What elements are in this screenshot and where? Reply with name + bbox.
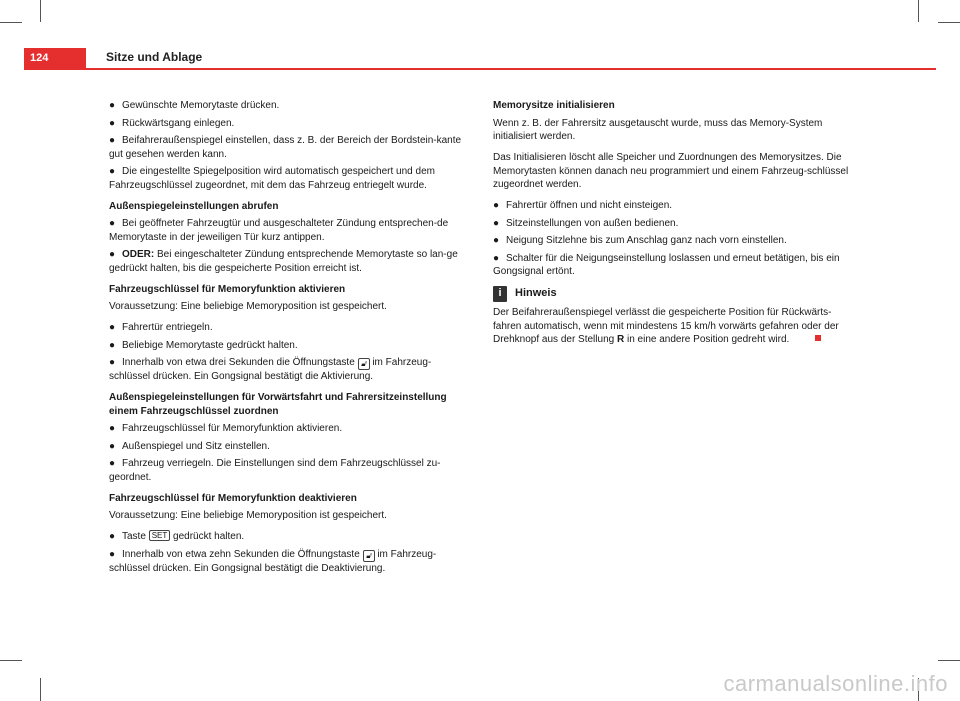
bullet: ●: [109, 440, 116, 452]
list-item: ● ODER: Bei eingeschalteter Zündung entsprechende Memorytaste so lan-ge gedrückt halten, bis die gespeicherte Position erreicht ist.: [109, 249, 458, 274]
bullet: ●: [493, 235, 500, 246]
left-column: [109, 99, 463, 583]
bullet: ●: [493, 252, 500, 264]
bullet: ●: [109, 458, 116, 469]
list-item: ● Außenspiegel und Sitz einstellen.: [109, 440, 270, 452]
bullet: ●: [109, 117, 116, 129]
prerequisite-text: Voraussetzung: Eine beliebige Memoryposition ist gespeichert.: [109, 301, 387, 312]
crop-mark: [0, 660, 22, 661]
list-item: ● Die eingestellte Spiegelposition wird automatisch gespeichert und dem Fahrzeugschlüssel zugeordnet, mit dem das Fahrzeug entriegelt wurde.: [109, 166, 435, 191]
list-item: ● Neigung Sitzlehne bis zum Anschlag ganz nach vorn einstellen.: [493, 235, 787, 246]
list-item: ● Beifahreraußenspiegel einstellen, dass z. B. der Bereich der Bordstein-kante gut gesehen werden kann.: [109, 135, 462, 160]
header-rule: [24, 68, 936, 70]
list-item: ● Taste SET gedrückt halten.: [109, 531, 245, 542]
paragraph: Wenn z. B. der Fahrersitz ausgetauscht wurde, muss das Memory-System initialisiert werden.: [493, 117, 823, 142]
bullet: ●: [493, 200, 500, 211]
bullet: ●: [493, 217, 500, 229]
list-item: ● Rückwärtsgang einlegen.: [109, 117, 235, 129]
crop-mark: [918, 0, 919, 22]
crop-mark: [40, 678, 41, 701]
bullet: ●: [109, 531, 116, 542]
list-item: ● Bei geöffneter Fahrzeugtür und ausgeschalteter Zündung entsprechen-de Memorytaste in der jeweiligen Tür kurz antippen.: [109, 218, 449, 243]
section-heading: Memorysitze initialisieren: [493, 100, 615, 111]
list-item: ● Gewünschte Memorytaste drücken.: [109, 100, 280, 111]
note-header: [493, 286, 853, 302]
watermark: carmanualsonline.info: [723, 671, 948, 696]
page-number: 124: [24, 48, 86, 68]
right-column: [493, 99, 853, 354]
bullet: ●: [109, 249, 116, 260]
unlock-key-icon: 🔓︎: [358, 358, 370, 370]
bullet: ●: [109, 100, 116, 111]
unlock-key-icon: 🔓︎: [363, 550, 375, 562]
note-text: Der Beifahreraußenspiegel verlässt die gespeicherte Position für Rückwärts-fahren automatisch, wenn mit mindestens 15 km/h vorwärts gefahren oder der Drehknopf aus der Stellung R in eine andere Position gedreht wird.: [493, 307, 839, 345]
page-title: Sitze und Ablage: [106, 50, 203, 64]
crop-mark: [938, 22, 960, 23]
list-item: ● Fahrertür öffnen und nicht einsteigen.: [493, 200, 673, 211]
paragraph: Das Initialisieren löscht alle Speicher und Zuordnungen des Memorysitzes. Die Memorytasten können danach neu programmiert und einem Fahrzeug-schlüssel zugeordnet werden.: [493, 152, 849, 190]
section-heading: Fahrzeugschlüssel für Memoryfunktion aktivieren: [109, 283, 346, 295]
list-item: ● Fahrzeug verriegeln. Die Einstellungen sind dem Fahrzeugschlüssel zu-geordnet.: [109, 458, 441, 483]
bullet: ●: [109, 166, 116, 177]
set-key-label: SET: [149, 530, 171, 541]
crop-mark: [40, 0, 41, 22]
list-item: ● Beliebige Memorytaste gedrückt halten.: [109, 339, 298, 351]
list-item: ● Innerhalb von etwa zehn Sekunden die Öffnungstaste 🔓︎ im Fahrzeug-schlüssel drücken. Ein Gongsignal bestätigt die Deaktivierung.: [109, 548, 437, 574]
bullet: ●: [109, 423, 116, 434]
list-item: ● Innerhalb von etwa drei Sekunden die Öffnungstaste 🔓︎ im Fahrzeug-schlüssel drücken. Ein Gongsignal bestätigt die Aktivierung.: [109, 357, 432, 382]
bullet: ●: [109, 322, 116, 333]
list-item: ● Fahrertür entriegeln.: [109, 322, 213, 333]
info-icon: i: [493, 286, 507, 302]
section-heading: Fahrzeugschlüssel für Memoryfunktion deaktivieren: [109, 492, 357, 504]
bullet: ●: [109, 339, 116, 351]
list-item: ● Sitzeinstellungen von außen bedienen.: [493, 217, 679, 229]
note-title: Hinweis: [515, 287, 557, 300]
list-item: ● Schalter für die Neigungseinstellung loslassen und erneut betätigen, bis ein Gongsignal ertönt.: [493, 252, 840, 277]
bullet: ●: [109, 357, 116, 368]
bullet: ●: [109, 218, 116, 229]
bullet: ●: [109, 135, 116, 146]
section-heading: Außenspiegeleinstellungen abrufen: [109, 200, 279, 212]
list-item: ● Fahrzeugschlüssel für Memoryfunktion aktivieren.: [109, 423, 343, 434]
prerequisite-text: Voraussetzung: Eine beliebige Memoryposition ist gespeichert.: [109, 510, 387, 521]
bullet: ●: [109, 548, 116, 560]
crop-mark: [938, 660, 960, 661]
section-end-icon: [815, 335, 821, 341]
section-heading: Außenspiegeleinstellungen für Vorwärtsfahrt und Fahrersitzeinstellung einem Fahrzeugschlüssel zuordnen: [109, 392, 447, 417]
crop-mark: [0, 22, 22, 23]
